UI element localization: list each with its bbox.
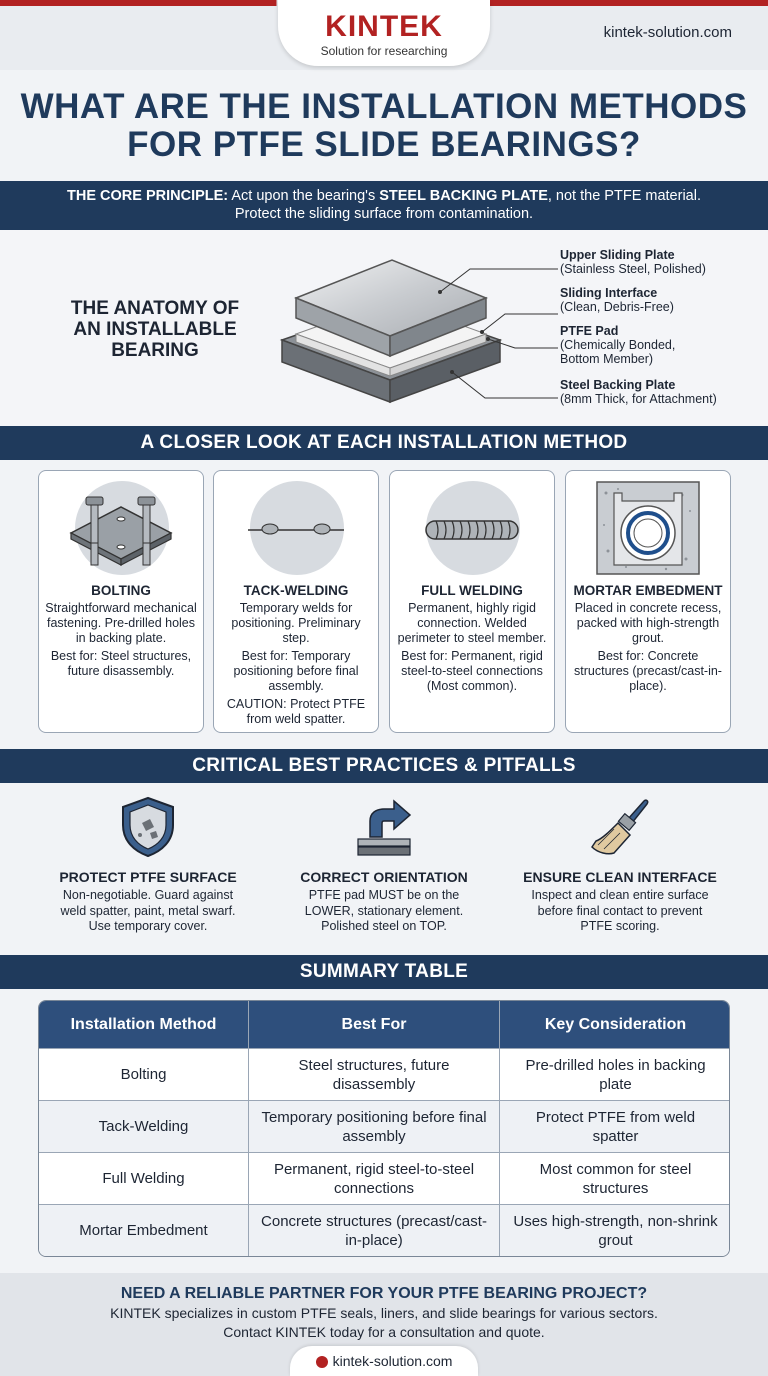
table-row (39, 1048, 729, 1100)
method-description (45, 601, 197, 682)
method-text: Permanent, highly rigid connection. Welded perimeter to steel member. (397, 601, 547, 645)
method-card-mortar-embedment (565, 470, 731, 733)
brand-tagline: Solution for researching (320, 44, 448, 58)
method-best-for: Best for: Permanent, rigid steel-to-steel connections (Most common). (401, 649, 543, 693)
methods-section-heading: A CLOSER LOOK AT EACH INSTALLATION METHOD (0, 426, 768, 460)
practice-line: Polished steel on TOP. (321, 919, 447, 933)
core-text-2: , not the PTFE material. (547, 188, 701, 204)
label-sliding-interface (560, 286, 674, 314)
shield-icon (118, 795, 178, 859)
practice-protect-ptfe (30, 795, 266, 935)
title-line-1: WHAT ARE THE INSTALLATION METHODS (20, 87, 748, 126)
label-sub: (Chemically Bonded, (560, 338, 676, 352)
practice-title: CORRECT ORIENTATION (300, 869, 468, 885)
core-principle-banner (0, 181, 768, 230)
table-header: Key Consideration (499, 1001, 730, 1048)
method-best-for: Best for: Steel structures, future disassembly. (50, 649, 192, 678)
label-title: Steel Backing Plate (560, 378, 676, 392)
table-cell: Bolting (120, 1066, 167, 1083)
practice-description (502, 888, 738, 935)
label-steel-backing-plate (560, 378, 717, 406)
table-cell: Pre-drilled holes in backing plate (499, 1049, 730, 1100)
method-caution: CAUTION: Protect PTFE from weld spatter. (226, 697, 366, 726)
method-text: Straightforward mechanical fastening. Pre-drilled holes in backing plate. (45, 601, 197, 645)
orientation-arrow-icon (352, 795, 416, 859)
anatomy-section (0, 230, 768, 426)
method-best-for: Best for: Concrete structures (precast/cast-in-place). (574, 649, 722, 693)
table-cell: Tack-Welding (39, 1101, 248, 1152)
practice-title: PROTECT PTFE SURFACE (59, 869, 237, 885)
table-cell: Temporary positioning before final assembly (248, 1101, 499, 1152)
table-cell: Concrete structures (precast/cast-in-place) (248, 1205, 499, 1256)
header (0, 0, 768, 70)
label-title: Sliding Interface (560, 286, 658, 300)
practice-title: ENSURE CLEAN INTERFACE (523, 869, 717, 885)
table-cell: Mortar Embedment (39, 1205, 248, 1256)
footer-url-tab[interactable] (290, 1346, 478, 1376)
label-sub: (Stainless Steel, Polished) (560, 262, 706, 276)
tack-weld-icon (236, 485, 356, 575)
anatomy-title-2: AN INSTALLABLE (73, 319, 237, 340)
cta-line-2: Contact KINTEK today for a consultation and quote. (223, 1324, 545, 1340)
header-url[interactable]: kintek-solution.com (603, 24, 732, 41)
brush-icon (588, 795, 652, 859)
practice-line: PTFE pad MUST be on the (308, 888, 460, 902)
practice-clean-interface (502, 795, 738, 935)
weld-bead-icon (412, 485, 532, 575)
core-bold: STEEL BACKING PLATE (379, 188, 548, 204)
table-header-row (39, 1001, 729, 1048)
method-description (396, 601, 548, 697)
method-name: MORTAR EMBEDMENT (573, 583, 723, 598)
table-cell: Most common for steel structures (499, 1153, 730, 1204)
table-cell: Full Welding (102, 1170, 185, 1187)
anatomy-title (40, 298, 270, 361)
bearing-diagram (270, 242, 560, 422)
title-line-2: FOR PTFE SLIDE BEARINGS? (127, 125, 641, 164)
practice-line: Non-negotiable. Guard against (62, 888, 234, 902)
concrete-recess-icon (596, 481, 700, 575)
label-sub-2: Bottom Member) (560, 352, 654, 366)
brand-name: KINTEK (325, 10, 443, 43)
practice-line: Use temporary cover. (88, 919, 208, 933)
label-title: PTFE Pad (560, 324, 619, 338)
table-row (39, 1152, 729, 1204)
method-name: FULL WELDING (421, 583, 523, 598)
table-row (39, 1100, 729, 1152)
method-best-for: Best for: Temporary positioning before final assembly. (233, 649, 359, 693)
core-text-line-2: Protect the sliding surface from contamination. (234, 206, 534, 222)
page-title (0, 88, 768, 164)
method-card-tack-welding (213, 470, 379, 733)
globe-icon (316, 1356, 328, 1368)
method-card-bolting (38, 470, 204, 733)
practice-description (266, 888, 502, 935)
table-cell: Steel structures, future disassembly (248, 1049, 499, 1100)
method-text: Temporary welds for positioning. Preliminary step. (231, 601, 361, 645)
practice-line: Inspect and clean entire surface (531, 888, 709, 902)
footer-url[interactable]: kintek-solution.com (332, 1353, 453, 1369)
method-card-full-welding (389, 470, 555, 733)
practices-section-heading: CRITICAL BEST PRACTICES & PITFALLS (0, 749, 768, 783)
summary-section-heading: SUMMARY TABLE (0, 955, 768, 989)
practice-line: weld spatter, paint, metal swarf. (60, 903, 236, 918)
cta-line-1: KINTEK specializes in custom PTFE seals, liners, and slide bearings for various sectors. (110, 1305, 658, 1321)
practice-correct-orientation (266, 795, 502, 935)
label-sub: (Clean, Debris-Free) (560, 300, 674, 314)
method-name: BOLTING (91, 583, 151, 598)
practice-line: before final contact to prevent (537, 903, 703, 918)
method-name: TACK-WELDING (243, 583, 349, 598)
label-ptfe-pad (560, 324, 675, 366)
table-header: Best For (248, 1001, 499, 1048)
method-text: Placed in concrete recess, packed with high-strength grout. (574, 601, 722, 645)
label-upper-sliding-plate (560, 248, 706, 276)
anatomy-title-3: BEARING (111, 340, 199, 361)
summary-table (38, 1000, 730, 1257)
table-cell: Permanent, rigid steel-to-steel connections (248, 1153, 499, 1204)
table-cell: Uses high-strength, non-shrink grout (499, 1205, 730, 1256)
table-header: Installation Method (39, 1001, 248, 1048)
core-text-1: Act upon the bearing's (228, 188, 380, 204)
logo[interactable] (278, 0, 490, 66)
table-row (39, 1204, 729, 1256)
label-sub: (8mm Thick, for Attachment) (560, 392, 717, 406)
practice-description (30, 888, 266, 935)
anatomy-title-1: THE ANATOMY OF (70, 298, 240, 319)
core-principle-label: THE CORE PRINCIPLE: (67, 188, 229, 204)
bolt-plate-icon (61, 485, 181, 575)
practice-line: LOWER, stationary element. (304, 903, 464, 918)
method-description (572, 601, 724, 697)
practice-line: PTFE scoring. (580, 919, 660, 933)
method-description (220, 601, 372, 730)
label-title: Upper Sliding Plate (560, 248, 675, 262)
table-cell: Protect PTFE from weld spatter (499, 1101, 730, 1152)
cta-title: NEED A RELIABLE PARTNER FOR YOUR PTFE BEARING PROJECT? (120, 1285, 648, 1302)
